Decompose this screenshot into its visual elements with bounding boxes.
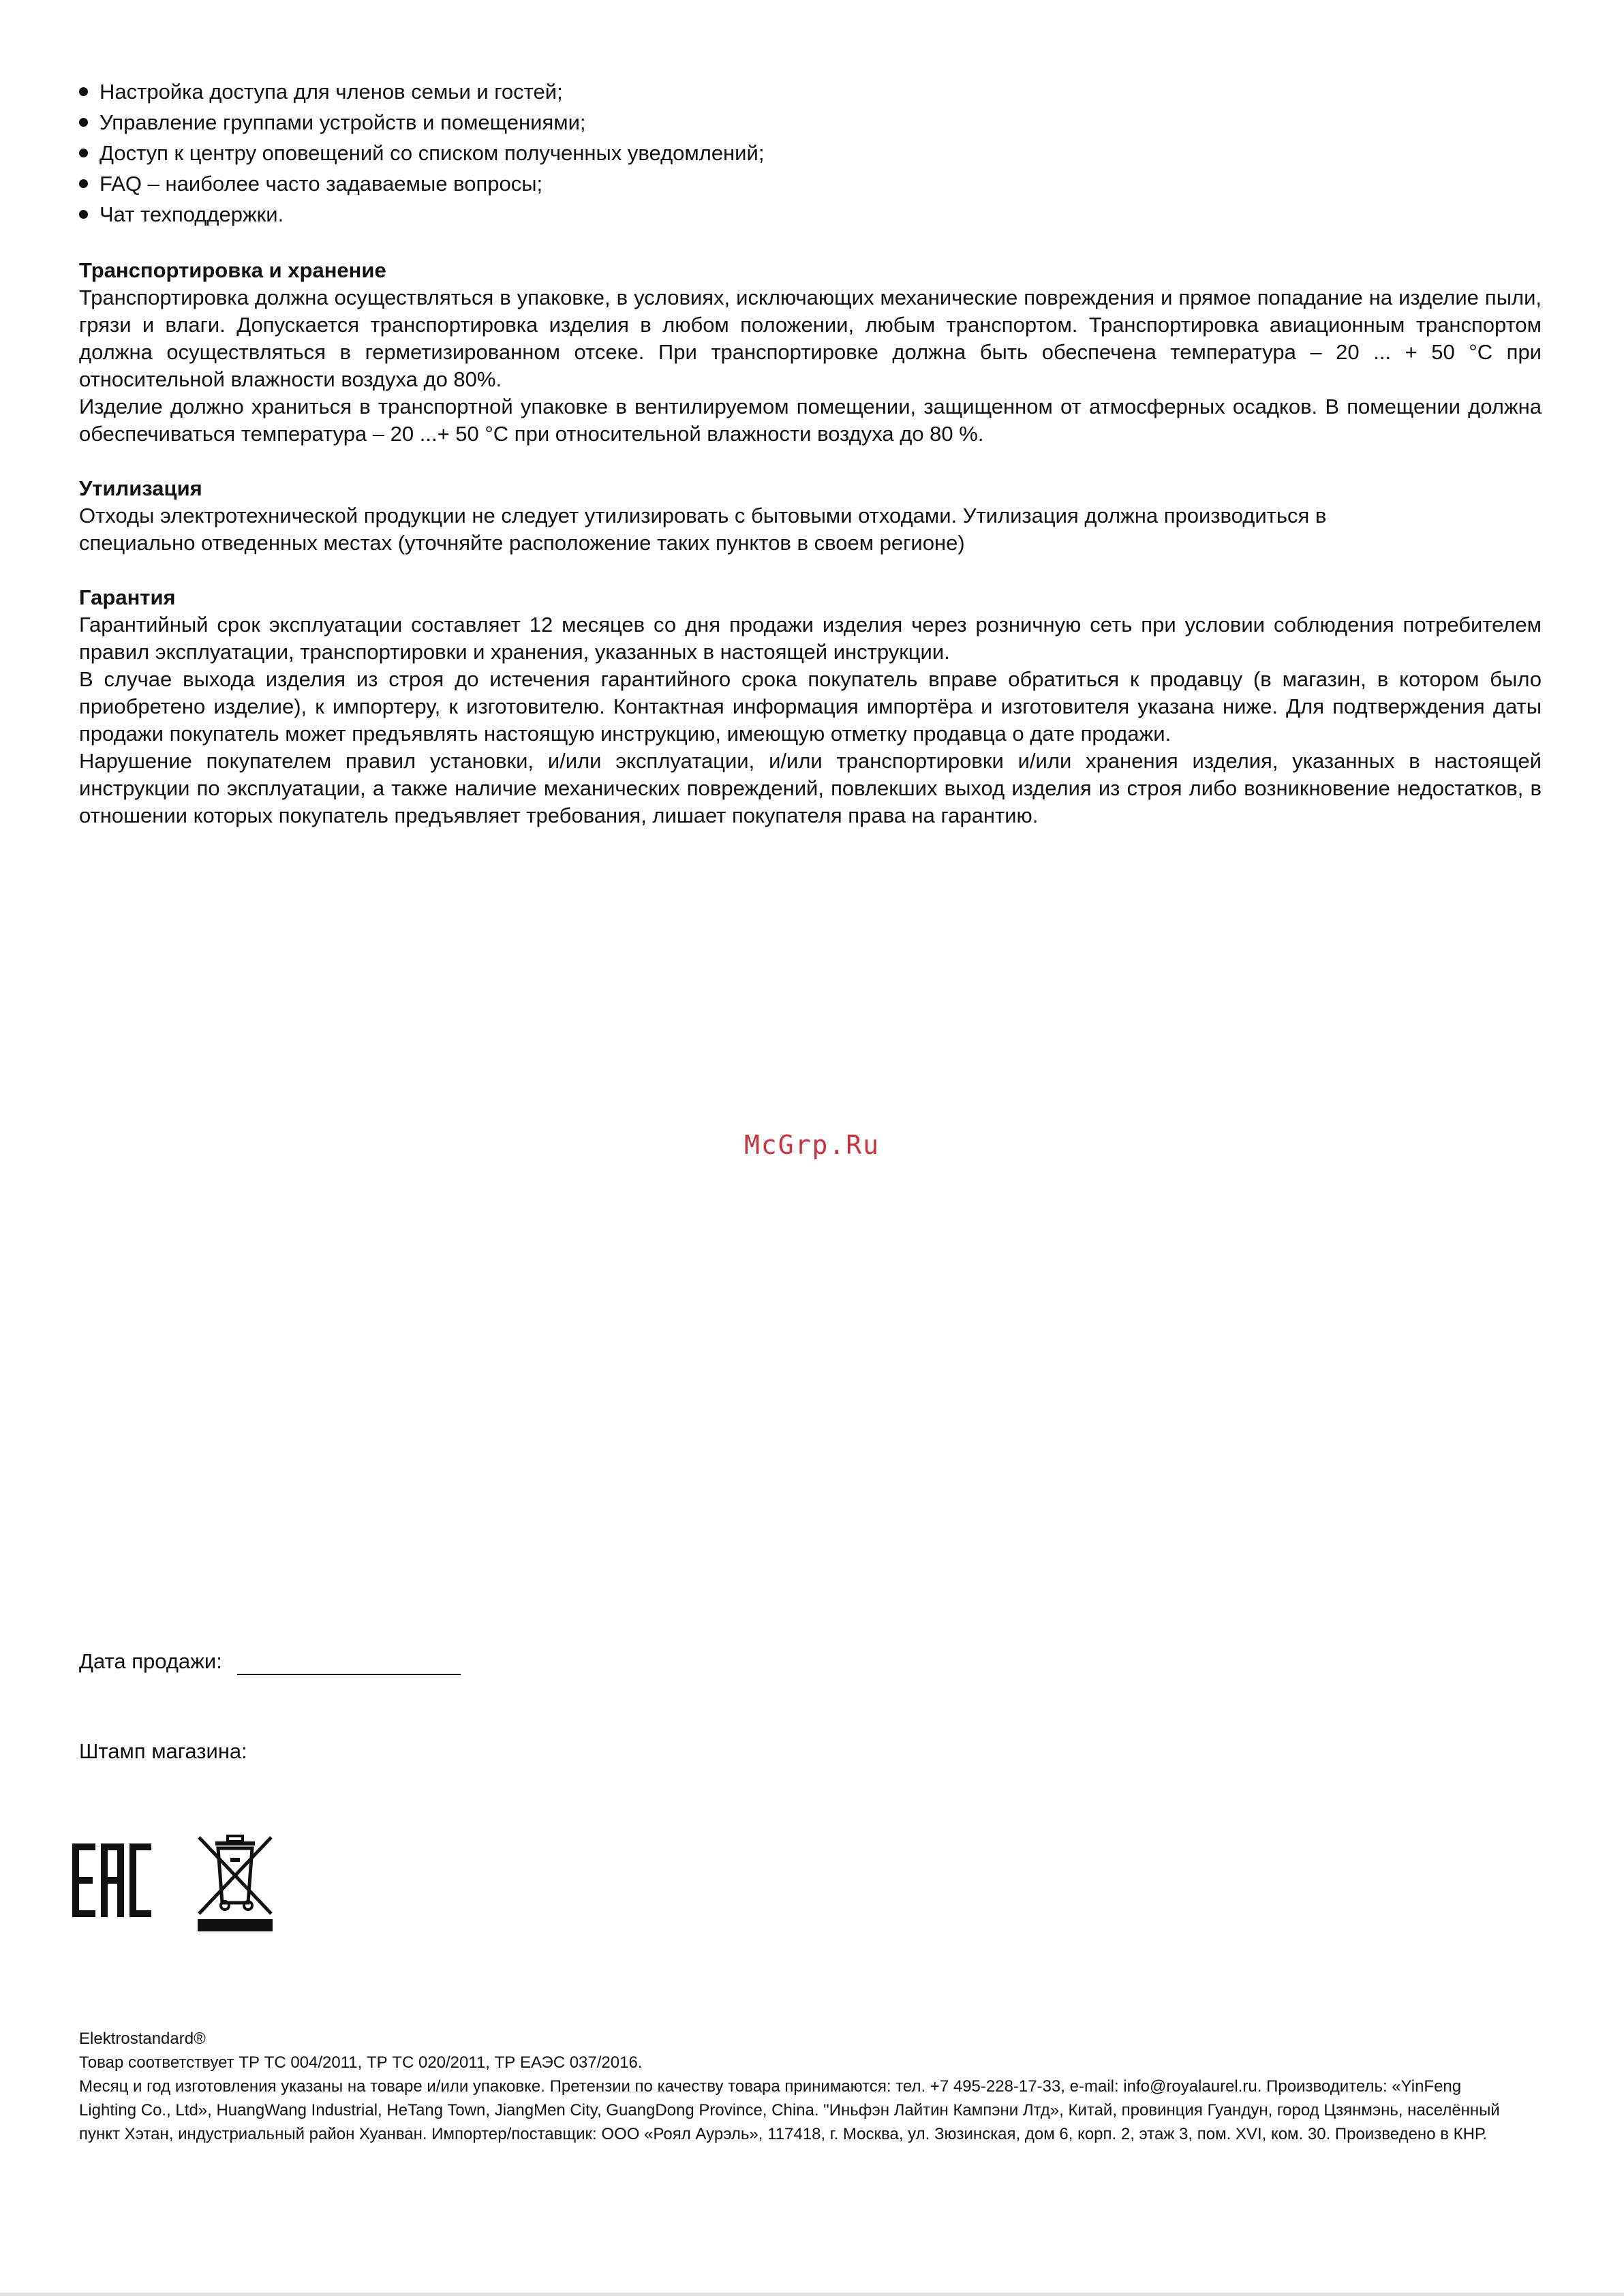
eac-logo — [72, 1843, 151, 1917]
stamp-label: Штамп магазина: — [79, 1739, 247, 1763]
sale-date-row — [79, 1648, 461, 1675]
brand-name: Elektrostandard® — [79, 2030, 206, 2048]
paragraph: Гарантийный срок эксплуатации составляет 12 месяцев со дня продажи изделия через розничную сеть при условии соблюдения потребителем правил эксплуатации, транспортировки и хранения, указанных в настоящей инструкции. — [79, 613, 1542, 664]
crossed-bin-icon — [195, 1832, 275, 1933]
disposal-section — [79, 475, 1542, 557]
bottom-rule — [0, 2293, 1624, 2296]
sale-date-field — [237, 1653, 461, 1675]
section-heading: Утилизация — [79, 476, 202, 500]
footer — [79, 2027, 1517, 2146]
paragraph: Нарушение покупателем правил установки, и/или эксплуатации, и/или транспортировки и/или хранения изделия, указанных в настоящей инструкции по эксплуатации, а также наличие механических повреждений, повлекших выход изделия из строя либо возникновение недостатков, в отношении которых покупатель предъявляет требования, лишает покупателя права на гарантию. — [79, 749, 1542, 827]
watermark: McGrp.Ru — [744, 1130, 880, 1160]
list-item: Настройка доступа для членов семьи и гостей; — [79, 76, 1542, 107]
compliance-line: Товар соответствует ТР ТС 004/2011, ТР ТС 020/2011, ТР ЕАЭС 037/2016. — [79, 2053, 643, 2072]
paragraph: Транспортировка должна осуществляться в упаковке, в условиях, исключающих механические повреждения и прямое попадание на изделие пыли, грязи и влаги. Допускается транспортировка изделия в любом положении, любым транспортом. Транспортировка авиационным транспортом должна осуществляться в герметизированном отсеке. При транспортировке должна быть обеспечена температура – 20 ... + 50 °С при относительной влажности воздуха до 80%. — [79, 286, 1542, 391]
paragraph: В случае выхода изделия из строя до истечения гарантийного срока покупатель вправе обратиться к продавцу (в магазин, в котором было приобретено изделие), к импортеру, к изготовителю. Контактная информация импортёра и изготовителя указана ниже. Для подтверждения даты продажи покупатель может предъявлять настоящую инструкцию, имеющую отметку продавца о дате продажи. — [79, 667, 1542, 746]
sale-date-label: Дата продажи: — [79, 1649, 222, 1673]
warranty-section — [79, 584, 1542, 829]
feature-list — [79, 76, 1542, 230]
document-body — [79, 76, 1542, 829]
section-heading: Гарантия — [79, 585, 176, 609]
section-heading: Транспортировка и хранение — [79, 258, 386, 282]
list-item: Чат техподдержки. — [79, 199, 1542, 230]
paragraph: Изделие должно храниться в транспортной упаковке в вентилируемом помещении, защищенном от атмосферных осадков. В помещении должна обеспечиваться температура – 20 ...+ 50 °С при относительной влажности воздуха до 80 %. — [79, 395, 1542, 446]
list-item: Управление группами устройств и помещениями; — [79, 107, 1542, 138]
paragraph: Отходы электротехнической продукции не следует утилизировать с бытовыми отходами. Утилизация должна производиться в специально отведенных местах (уточняйте расположение таких пунктов в своем регионе) — [79, 504, 1327, 555]
list-item: Доступ к центру оповещений со списком полученных уведомлений; — [79, 138, 1542, 168]
list-item: FAQ – наиболее часто задаваемые вопросы; — [79, 168, 1542, 199]
transport-section — [79, 257, 1542, 448]
manufacturer-info: Месяц и год изготовления указаны на товаре и/или упаковке. Претензии по качеству товара принимаются: тел. +7 495-228-17-33, e-mail: info@royalaurel.ru. Производитель: «YinFeng Lighting Co., Ltd», HuangWang Industrial, HeTang Town, JiangMen City, GuangDong Province, China. "Иньфэн Лайтин Кампэни Лтд», Китай, провинция Гуандун, город Цзянмэнь, населённый пункт Хэтан, индустриальный район Хуанван. Импортер/поставщик: ООО «Роял Аурэль», 117418, г. Москва, ул. Зюзинская, дом 6, корп. 2, этаж 3, пом. XVI, ком. 30. Произведено в КНР. — [79, 2077, 1500, 2143]
